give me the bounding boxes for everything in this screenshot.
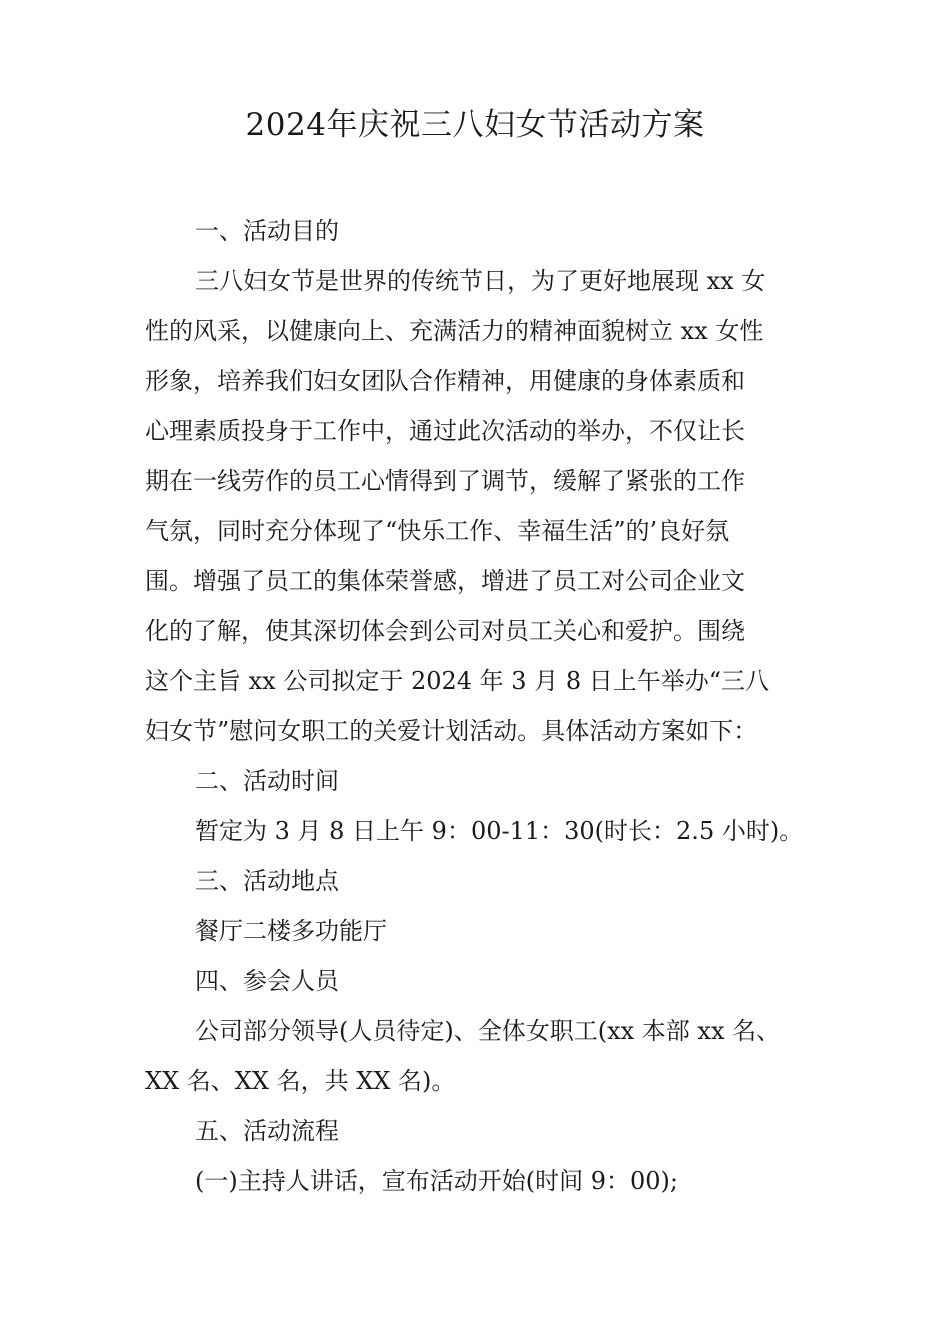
paragraph-line: 心理素质投身于工作中，通过此次活动的举办，不仅让长: [145, 417, 745, 445]
document-title: 2024年庆祝三八妇女节活动方案: [245, 107, 705, 143]
paragraph-line: 化的了解，使其深切体会到公司对员工关心和爱护。围绕: [145, 617, 745, 645]
paragraph-line: 这个主旨 xx 公司拟定于 2024 年 3 月 8 日上午举办“三八: [145, 667, 769, 695]
paragraph-line: 妇女节”慰问女职工的关爱计划活动。具体活动方案如下：: [145, 717, 758, 745]
paragraph-line: (一)主持人讲话，宣布活动开始(时间 9：00);: [195, 1167, 678, 1195]
section-heading-purpose: 一、活动目的: [195, 217, 339, 245]
paragraph-line: 暂定为 3 月 8 日上午 9：00-11：30(时长：2.5 小时)。: [195, 817, 804, 845]
paragraph-line: 三八妇女节是世界的传统节日，为了更好地展现 xx 女: [195, 267, 766, 295]
section-heading-venue: 三、活动地点: [195, 867, 339, 895]
paragraph-line: XX 名、XX 名，共 XX 名)。: [145, 1067, 456, 1095]
paragraph-line: 餐厅二楼多功能厅: [195, 917, 387, 945]
paragraph-line: 性的风采，以健康向上、充满活力的精神面貌树立 xx 女性: [145, 317, 764, 345]
paragraph-line: 公司部分领导(人员待定)、全体女职工(xx 本部 xx 名、: [195, 1017, 781, 1045]
paragraph-line: 形象，培养我们妇女团队合作精神，用健康的身体素质和: [145, 367, 745, 395]
section-heading-attendees: 四、参会人员: [195, 967, 339, 995]
paragraph-line: 气氛，同时充分体现了“快乐工作、幸福生活”的’良好氛: [145, 517, 730, 545]
section-heading-time: 二、活动时间: [195, 767, 339, 795]
paragraph-line: 围。增强了员工的集体荣誉感，增进了员工对公司企业文: [145, 567, 745, 595]
paragraph-line: 期在一线劳作的员工心情得到了调节，缓解了紧张的工作: [145, 467, 745, 495]
section-heading-process: 五、活动流程: [195, 1117, 339, 1145]
